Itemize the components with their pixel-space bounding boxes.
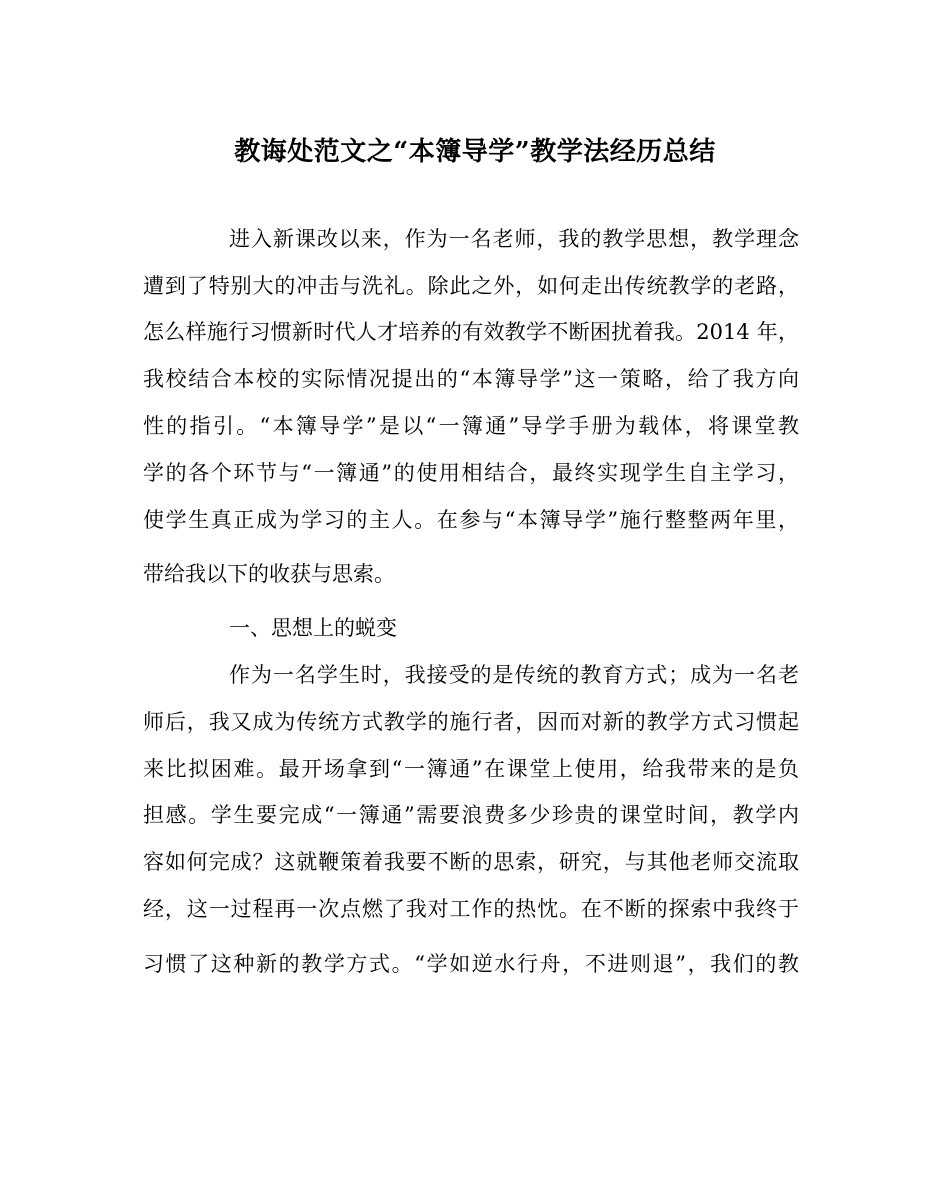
paragraph-line: 使学生真正成为学习的主人。在参与“本簿导学”施行整整两年里， [143, 508, 799, 532]
document-title: 教诲处范文之“本簿导学”教学法经历总结 [234, 137, 716, 167]
paragraph-line: 作为一名学生时，我接受的是传统的教育方式；成为一名老 [229, 663, 799, 687]
paragraph-line: 怎么样施行习惯新时代人才培养的有效教学不断困扰着我。2014 年， [143, 320, 799, 344]
paragraph-line: 经，这一过程再一次点燃了我对工作的热忱。在不断的探索中我终于 [143, 897, 799, 921]
paragraph-line: 遭到了特别大的冲击与洗礼。除此之外，如何走出传统教学的老路， [143, 274, 799, 298]
paragraph-line: 我校结合本校的实际情况提出的“本簿导学”这一策略，给了我方向 [143, 367, 799, 391]
paragraph-line: 学的各个环节与“一簿通”的使用相结合，最终实现学生自主学习， [143, 461, 799, 485]
paragraph-line: 来比拟困难。最开场拿到“一簿通”在课堂上使用，给我带来的是负 [143, 757, 799, 781]
paragraph-line: 习惯了这种新的教学方式。“学如逆水行舟，不进则退”，我们的教 [143, 952, 799, 976]
section-heading: 一、思想上的蜕变 [229, 616, 397, 640]
paragraph-line: 性的指引。“本簿导学”是以“一簿通”导学手册为载体，将课堂教 [143, 414, 799, 438]
paragraph-line: 带给我以下的收获与思索。 [143, 562, 395, 586]
paragraph-line: 担感。学生要完成“一簿通”需要浪费多少珍贵的课堂时间，教学内 [143, 803, 799, 827]
paragraph-line: 进入新课改以来，作为一名老师，我的教学思想，教学理念 [229, 227, 799, 251]
paragraph-line: 师后，我又成为传统方式教学的施行者，因而对新的教学方式习惯起 [143, 710, 799, 734]
paragraph-line: 容如何完成？这就鞭策着我要不断的思索，研究，与其他老师交流取 [143, 850, 799, 874]
